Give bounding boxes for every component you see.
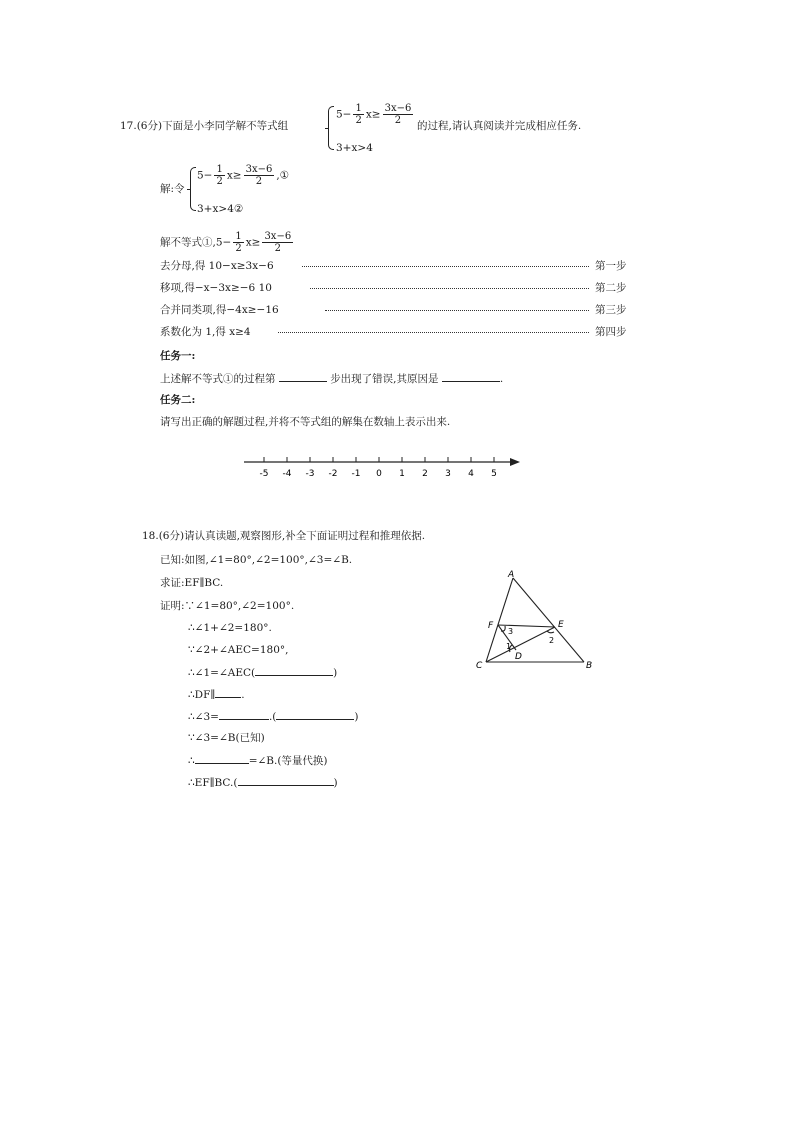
label-d: D — [515, 652, 522, 662]
q17-sys-frac1: $\frac{1}{2}$ — [355, 103, 362, 126]
q17-step1: 去分母,得 10−x≥3x−6 — [160, 260, 274, 272]
q17-step3: 合并同类项,得−4x≥−16 — [160, 304, 279, 316]
geometry-figure — [470, 566, 605, 676]
q17-task1-text: 上述解不等式①的过程第 步出现了错误,其原因是 . — [160, 373, 504, 385]
number-line-label: 5 — [491, 469, 497, 479]
q17-step1-leader — [302, 266, 589, 267]
number-line-label: 2 — [422, 469, 428, 479]
q17-system-line1 — [336, 103, 415, 126]
q18-blank-equal-angle[interactable] — [195, 753, 249, 764]
q17-sol-brace — [190, 167, 196, 211]
q18-proof-line-6: ∴∠3= .( ) — [188, 711, 359, 723]
number-line-label: -3 — [305, 469, 315, 479]
number-line-label: -5 — [259, 469, 269, 479]
q17-intro-tail: 的过程,请认真阅读并完成相应任务. — [417, 120, 582, 132]
q17-system-brace — [328, 106, 334, 150]
q18-proof-line-3: ∵∠2+∠AEC=180°, — [188, 644, 289, 656]
q17-step3-tag: 第三步 — [595, 304, 627, 316]
q17-task2-text: 请写出正确的解题过程,并将不等式组的解集在数轴上表示出来. — [160, 416, 451, 428]
q17-step3-leader — [325, 310, 589, 311]
label-angle-2: 2 — [549, 636, 555, 645]
number-line-arrow-icon — [510, 458, 520, 466]
label-e: E — [558, 620, 564, 630]
q17-task2-title: 任务二: — [160, 394, 196, 406]
q17-task1-blank-reason[interactable] — [442, 371, 500, 382]
q18-blank-reason-1[interactable] — [255, 665, 333, 676]
q17-step4-leader — [278, 332, 589, 333]
label-angle-3: 3 — [508, 627, 514, 636]
q18-proof-line-2: ∴∠1+∠2=180°. — [188, 622, 272, 634]
label-c: C — [476, 661, 483, 671]
label-b: B — [586, 661, 593, 671]
number-line-label: 3 — [445, 469, 451, 479]
q17-sol-line1: 5− $\frac{1}{2}$ x≥ $\frac{3x-6}{2}$ ,① — [197, 164, 290, 187]
q17-step2-tag: 第二步 — [595, 282, 627, 294]
number-line-label: 0 — [376, 469, 382, 479]
number-line — [240, 452, 525, 484]
q17-step4-tag: 第四步 — [595, 326, 627, 338]
q18-intro: 18.(6分)请认真读题,观察图形,补全下面证明过程和推理依据. — [142, 530, 426, 542]
q18-proof-line-7: ∵∠3=∠B(已知) — [188, 732, 265, 744]
q18-given: 已知:如图,∠1=80°,∠2=100°,∠3=∠B. — [160, 554, 353, 566]
segment-fe — [498, 625, 555, 627]
q17-step-intro: 解不等式①,5− $\frac{1}{2}$ x≥ $\frac{3x-6}{2}$ — [160, 231, 292, 254]
label-f: F — [488, 621, 494, 631]
angle-2-arc — [547, 631, 554, 633]
q17-system-line2: 3+x>4 — [336, 142, 373, 154]
q18-proof-line-9: ∴EF∥BC.( ) — [188, 777, 338, 789]
segment-ab — [513, 578, 584, 662]
q18-proof-line-8: ∴ =∠B.(等量代换) — [188, 755, 328, 767]
q17-sol-label: 解:令 — [160, 183, 185, 195]
q17-step2: 移项,得−x−3x≥−6 10 — [160, 282, 272, 294]
q18-proof-line-1: 证明:∵∠1=80°,∠2=100°. — [160, 600, 295, 612]
label-angle-1: 1 — [506, 642, 512, 651]
q18-proof-line-4: ∴∠1=∠AEC( ) — [188, 667, 338, 679]
q17-sys-mid: x≥ — [365, 108, 381, 121]
q17-task1-blank-step[interactable] — [279, 371, 327, 382]
q18-proof-line-5: ∴DF∥ . — [188, 689, 245, 701]
q18-blank-parallel[interactable] — [215, 687, 241, 698]
q17-task1-title: 任务一: — [160, 350, 196, 362]
number-line-ticks — [260, 457, 497, 479]
number-line-label: 1 — [399, 469, 405, 479]
label-a: A — [508, 570, 515, 580]
q17-step2-leader — [310, 288, 589, 289]
q17-sys-prefix: 5− — [336, 108, 352, 121]
q17-intro: 17.(6分)下面是小李同学解不等式组 — [120, 120, 289, 132]
q17-sol-line2: 3+x>4② — [197, 203, 244, 215]
q17-sys-frac2: $\frac{3x-6}{2}$ — [384, 103, 412, 126]
number-line-label: -4 — [282, 469, 292, 479]
q18-blank-angle[interactable] — [219, 709, 269, 720]
number-line-label: 4 — [468, 469, 474, 479]
q17-step4: 系数化为 1,得 x≥4 — [160, 326, 251, 338]
q18-blank-reason-2[interactable] — [276, 709, 354, 720]
q18-blank-reason-3[interactable] — [238, 775, 334, 786]
number-line-label: -1 — [351, 469, 361, 479]
q18-prove: 求证:EF∥BC. — [160, 577, 224, 589]
number-line-label: -2 — [328, 469, 338, 479]
q17-step1-tag: 第一步 — [595, 260, 627, 272]
